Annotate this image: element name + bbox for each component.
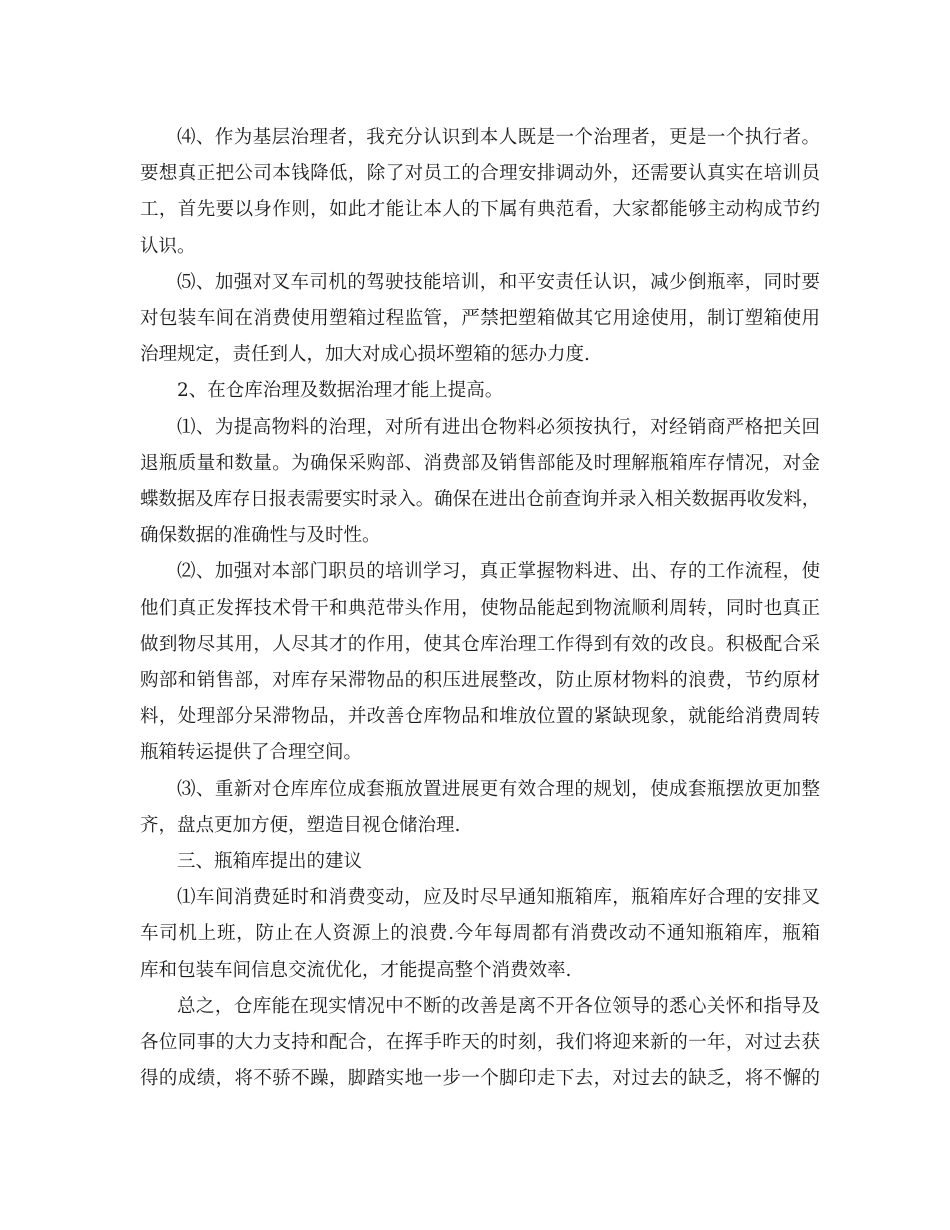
text-line: 他们真正发挥技术骨干和典范带头作用，使物品能起到物流顺利周转，同时也真正: [140, 597, 820, 619]
text-line: 各位同事的大力支持和配合，在挥手昨天的时刻，我们将迎来新的一年，对过去获: [140, 1032, 820, 1054]
paragraph-5-forklift-training: [140, 265, 820, 374]
text-line: 2、在仓库治理及数据治理才能上提高。: [177, 380, 504, 402]
text-line: 库和包装车间信息交流优化，才能提高整个消费效率.: [140, 959, 572, 981]
paragraph-3-storage-planning: [140, 772, 820, 844]
paragraph-4-cost-control: [140, 120, 820, 265]
paragraph-suggestion-1: [140, 880, 820, 989]
paragraph-2-staff-training: [140, 554, 820, 771]
paragraph-conclusion: [140, 989, 820, 1098]
text-line: 总之，仓库能在现实情况中不断的改善是离不开各位领导的悉心关怀和指导及: [177, 995, 820, 1017]
text-line: ⑵、加强对本部门职员的培训学习，真正掌握物料进、出、存的工作流程，使: [177, 561, 820, 583]
text-line: ⑴、为提高物料的治理，对所有进出仓物料必须按执行，对经销商严格把关回: [177, 416, 820, 438]
text-line: ⑸、加强对叉车司机的驾驶技能培训，和平安责任认识，减少倒瓶率，同时要: [177, 271, 820, 293]
text-line: 认识。: [140, 235, 196, 257]
text-line: ⑷、作为基层治理者，我充分认识到本人既是一个治理者，更是一个执行者。: [177, 127, 820, 148]
document-body: [140, 120, 820, 1097]
section-heading-warehouse-management: [140, 373, 820, 409]
text-line: 蝶数据及库存日报表需要实时录入。确保在进出仓前查询并录入相关数据再收发料，: [140, 489, 820, 511]
text-line: 得的成绩，将不骄不躁，脚踏实地一步一个脚印走下去，对过去的缺乏，将不懈的: [140, 1068, 820, 1090]
text-line: ⑴车间消费延时和消费变动，应及时尽早通知瓶箱库，瓶箱库好合理的安排叉: [177, 887, 820, 909]
text-line: 瓶箱转运提供了合理空间。: [140, 742, 363, 764]
text-line: 购部和销售部，对库存呆滞物品的积压进展整改，防止原材物料的浪费，节约原材: [140, 670, 820, 692]
text-line: 车司机上班，防止在人资源上的浪费.今年每周都有消费改动不通知瓶箱库，瓶箱: [140, 923, 820, 945]
text-line: 要想真正把公司本钱降低，除了对员工的合理安排调动外，还需要认真实在培训员: [140, 163, 820, 185]
text-line: ⑶、重新对仓库库位成套瓶放置进展更有效合理的规划，使成套瓶摆放更加整: [177, 778, 820, 800]
text-line: 退瓶质量和数量。为确保采购部、消费部及销售部能及时理解瓶箱库存情况，对金: [140, 452, 820, 474]
text-line: 齐，盘点更加方便，塑造目视仓储治理.: [140, 814, 461, 836]
text-line: 对包装车间在消费使用塑箱过程监管，严禁把塑箱做其它用途使用，制订塑箱使用: [140, 308, 820, 330]
text-line: 三、瓶箱库提出的建议: [177, 851, 363, 873]
text-line: 工，首先要以身作则，如此才能让本人的下属有典范看，大家都能够主动构成节约: [140, 199, 820, 221]
paragraph-1-material-management: [140, 410, 820, 555]
text-line: 确保数据的准确性与及时性。: [140, 525, 381, 547]
text-line: 做到物尽其用，人尽其才的作用，使其仓库治理工作得到有效的改良。积极配合采: [140, 633, 820, 655]
text-line: 料，处理部分呆滞物品，并改善仓库物品和堆放位置的紧缺现象，就能给消费周转: [140, 706, 820, 728]
text-line: 治理规定，责任到人，加大对成心损坏塑箱的惩办力度.: [140, 344, 590, 366]
section-heading-suggestions: [140, 844, 820, 880]
